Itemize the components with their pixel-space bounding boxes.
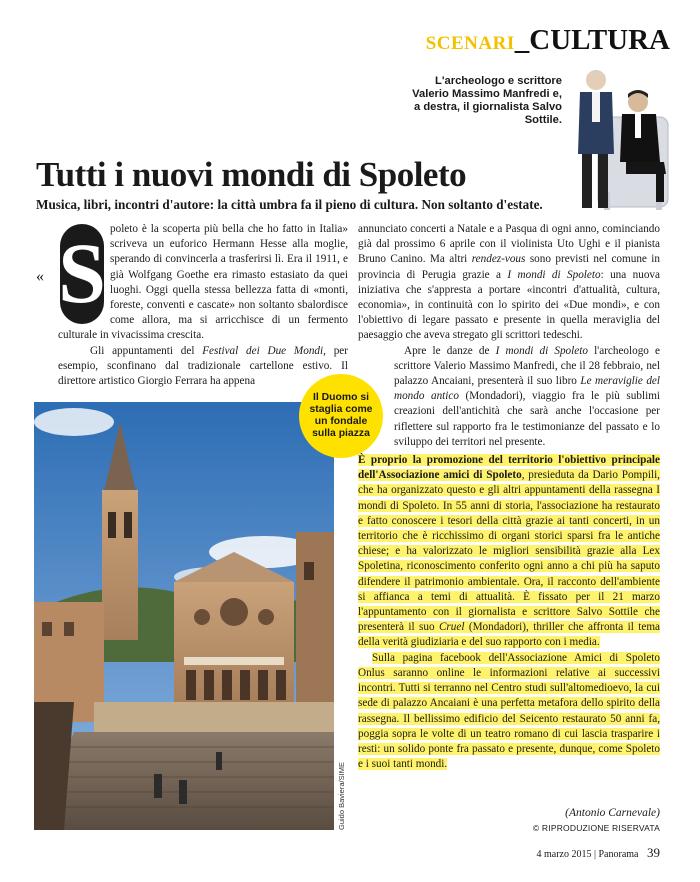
col2-p1-a: annunciato concerti a Natale e a Pasqua di ogni anno, cominciando già dal prossimo 6 aprile con il violinista Uto Ughi e il pianista Bruno Canino. Ma altri [358,223,660,266]
dropcap-s [58,222,106,326]
festival-name: Festival dei Due Mondi [202,344,324,357]
col1-paragraph-2 [58,344,348,390]
col2-paragraph-4 [358,651,660,773]
section-cultura: CULTURA [529,24,670,56]
article-subtitle: Musica, libri, incontri d'autore: la città umbra fa il pieno di cultura. Non soltanto d'estate. [36,197,543,212]
col1-p2-text-b: , per esempio, sconfinano dal tradizionale cartellone estivo. Il direttore artistico Giorgio Ferrara ha appena [58,344,348,388]
duomo-photo [34,402,334,830]
copyright-note: © RIPRODUZIONE RISERVATA [532,823,660,833]
col2-p1-italic: rendez-vous [471,253,526,266]
photo-credit [337,750,349,830]
col2-paragraph-2 [358,344,660,450]
section-separator: _ [514,24,530,56]
section-scenari: SCENARI [425,33,515,54]
dropcap-letter: S [58,225,106,321]
col2-paragraph-3 [358,453,660,651]
col2-paragraph-1 [358,222,660,344]
col1-p2-text-a: Gli appuntamenti del [90,344,203,357]
footer-date: 4 marzo 2015 [536,849,592,860]
page-footer [460,845,660,861]
col2-p3-bold: È proprio la promozione del territorio l'obiettivo principale dell'Associazione amici di Spoleto [358,454,660,482]
col2-p3-b: (Mondadori), thriller che affronta il tema della verità giudiziaria e del suo rapporto con i media. [358,621,660,649]
article-title: Tutti i nuovi mondi di Spoleto [36,155,467,194]
col2-p3-a: , presieduta da Dario Pompili, che ha organizzato questo e gli altri appuntamenti della rassegna I mondi di Spoleto. In 55 anni di storia, l'associazione ha restaurato e fatto conoscere i tesori della città grazie ai tanti concerti, in un territorio che è ricchissimo di organi storici sparsi fra le antiche chiese; e ha valorizzato le migliori sensibilità grazie alla Lex Spoletina, riconoscimento conferito ogni anno a chi più ha saputo difendere il patrimonio ambientale. Ora, il racconto dell'ambiente si affianca a temi di attualità. È fissato per il 21 marzo l'appuntamento con il giornalista e scrittore Salvo Sottile che presenterà il suo [358,469,660,634]
authors-caption: L'archeologo e scrittore Valerio Massimo Manfredi e, a destra, il giornalista Salvo Sottile. [412,75,562,126]
col2-p1-italic2: I mondi di Spoleto [507,268,601,281]
col2-p1-b: sono previsti nel comune in provincia di Perugia grazie a [358,253,661,281]
col2-p2-a: Apre le danze de [404,344,496,357]
callout-text: Il Duomo si staglia come un fondale sulla piazza [309,392,373,439]
page-number: 39 [647,845,660,860]
col2-p1-c: : una nuova iniziativa che s'appresta a portare «incontri d'attualità, cultura, economia», in continuità con lo spirito dei «Due mondi», e con l'obiettivo di legare passato e presente in quella meraviglia del paesaggio che aveva stregato gli scrittori tedeschi. [358,268,660,342]
callout-circle [299,374,383,458]
section-label [410,24,670,58]
col2-p2-italic2: Le meraviglie del mondo antico [394,375,660,403]
body-column-1 [58,222,348,389]
col2-p2-italic: I mondi di Spoleto [495,344,588,357]
footer-magazine: Panorama [598,849,639,860]
photo-credit-text: Guido Baviera/SIME [337,762,346,830]
author-signature: (Antonio Carnevale) [565,807,660,819]
body-column-2 [358,222,660,772]
col1-paragraph-1: poleto è la scoperta più bella che ho fatto in Italia» scriveva un euforico Hermann Hesse alla moglie, sperando di convincerla a trasferirsi lì. Era il 1911, e già Wolfgang Goethe era rimasto estasiato da quei luoghi. Oggi quella stessa bellezza fatta di «monti, foreste, conventi e cascate» non soltanto sbalordisce come allora, ma si arricchisce di un fermento culturale in vivacissima crescita. [58,223,348,342]
col2-p4-text: Sulla pagina facebook dell'Associazione Amici di Spoleto Onlus saranno online le informazioni relative ai successivi incontri. Tutti si terranno nel Centro studi sull'altomedioevo, la cui sede di palazzo Ancaiani è una perfetta metafora dello spirito della rassegna. Il bellissimo edificio del Seicento restaurato 50 anni fa, poggia sopra le volte di un teatro romano di cui lascia trasparire i resti: un solido ponte fra passato e presente, dunque, come Spoleto e i suoi tanti mondi. [358,651,660,771]
opening-quote: « [36,268,44,285]
col2-p3-italic: Cruel [438,621,465,634]
col2-p2-b: l'archeologo e scrittore Valerio Massimo Manfredi, che il 28 febbraio, nel palazzo Ancaiani, presenterà il suo libro [394,344,660,388]
col2-p2-c: (Mondadori), viaggio fra le più sublimi creazioni dell'antichità che sarà anche l'occasione per riflettere sul rapporto fra le testimonianze del passato e lo sviluppo dei territori nel presente. [394,390,661,448]
footer-separator: | [593,849,596,860]
